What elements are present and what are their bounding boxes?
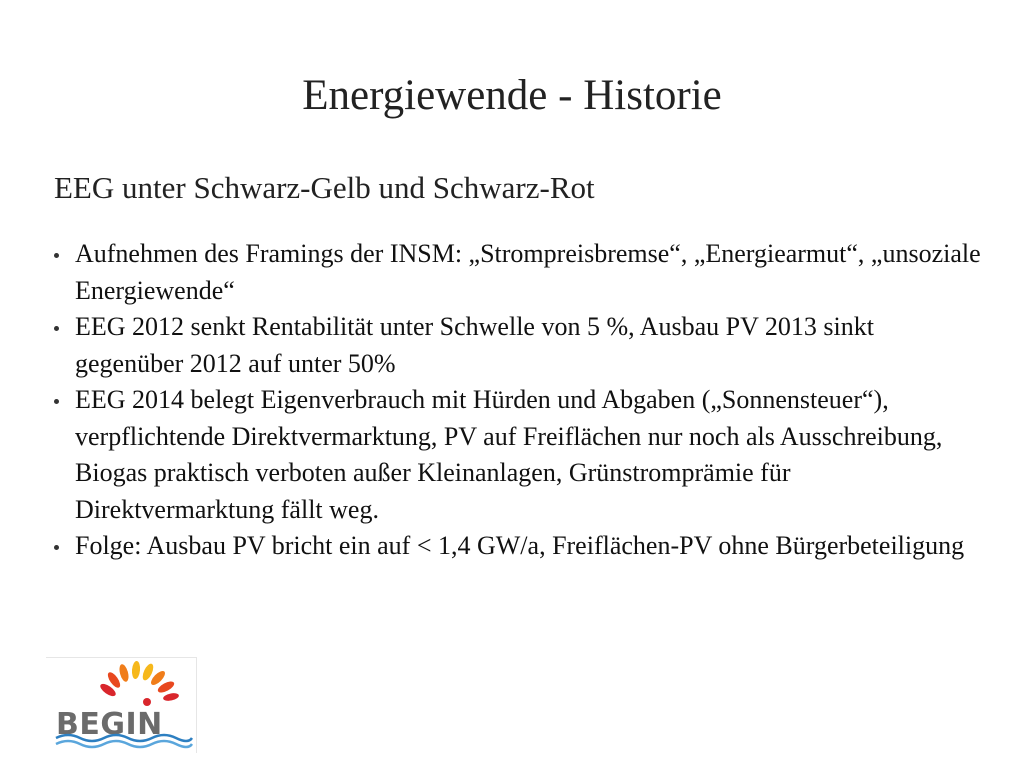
bullet-text: EEG 2014 belegt Eigenverbrauch mit Hürden und Abgaben („Sonnensteuer“), verpflichtende Direktvermarktung, PV auf Freiflächen nur noch als Ausschreibung, Biogas praktisch verboten außer Kleinanlagen, Grünstromprämie für Direktvermarktung fällt weg. <box>75 385 943 524</box>
bullet-item <box>46 309 986 382</box>
bullet-dot-icon <box>54 545 59 550</box>
bullet-text: Aufnehmen des Framings der INSM: „Strompreisbremse“, „Energiearmut“, „unsoziale Energiewende“ <box>75 239 981 305</box>
begin-sun-logo-icon <box>46 658 196 753</box>
logo-wordmark: BEGIN <box>56 707 163 742</box>
logo-dot <box>143 698 151 706</box>
bullet-dot-icon <box>54 326 59 331</box>
bullet-item <box>46 236 986 309</box>
bullet-dot-icon <box>54 399 59 404</box>
bullet-list <box>46 236 986 565</box>
bullet-item <box>46 528 986 565</box>
bullet-dot-icon <box>54 253 59 258</box>
begin-logo <box>46 657 197 753</box>
sun-rays-icon <box>98 661 179 702</box>
slide-subtitle: EEG unter Schwarz-Gelb und Schwarz-Rot <box>54 170 595 205</box>
bullet-text: EEG 2012 senkt Rentabilität unter Schwelle von 5 %, Ausbau PV 2013 sinkt gegenüber 2012 auf unter 50% <box>75 312 874 378</box>
bullet-text: Folge: Ausbau PV bricht ein auf < 1,4 GW/a, Freiflächen-PV ohne Bürgerbeteiligung <box>75 531 965 560</box>
slide-title: Energiewende - Historie <box>302 72 722 119</box>
bullet-item <box>46 382 986 528</box>
